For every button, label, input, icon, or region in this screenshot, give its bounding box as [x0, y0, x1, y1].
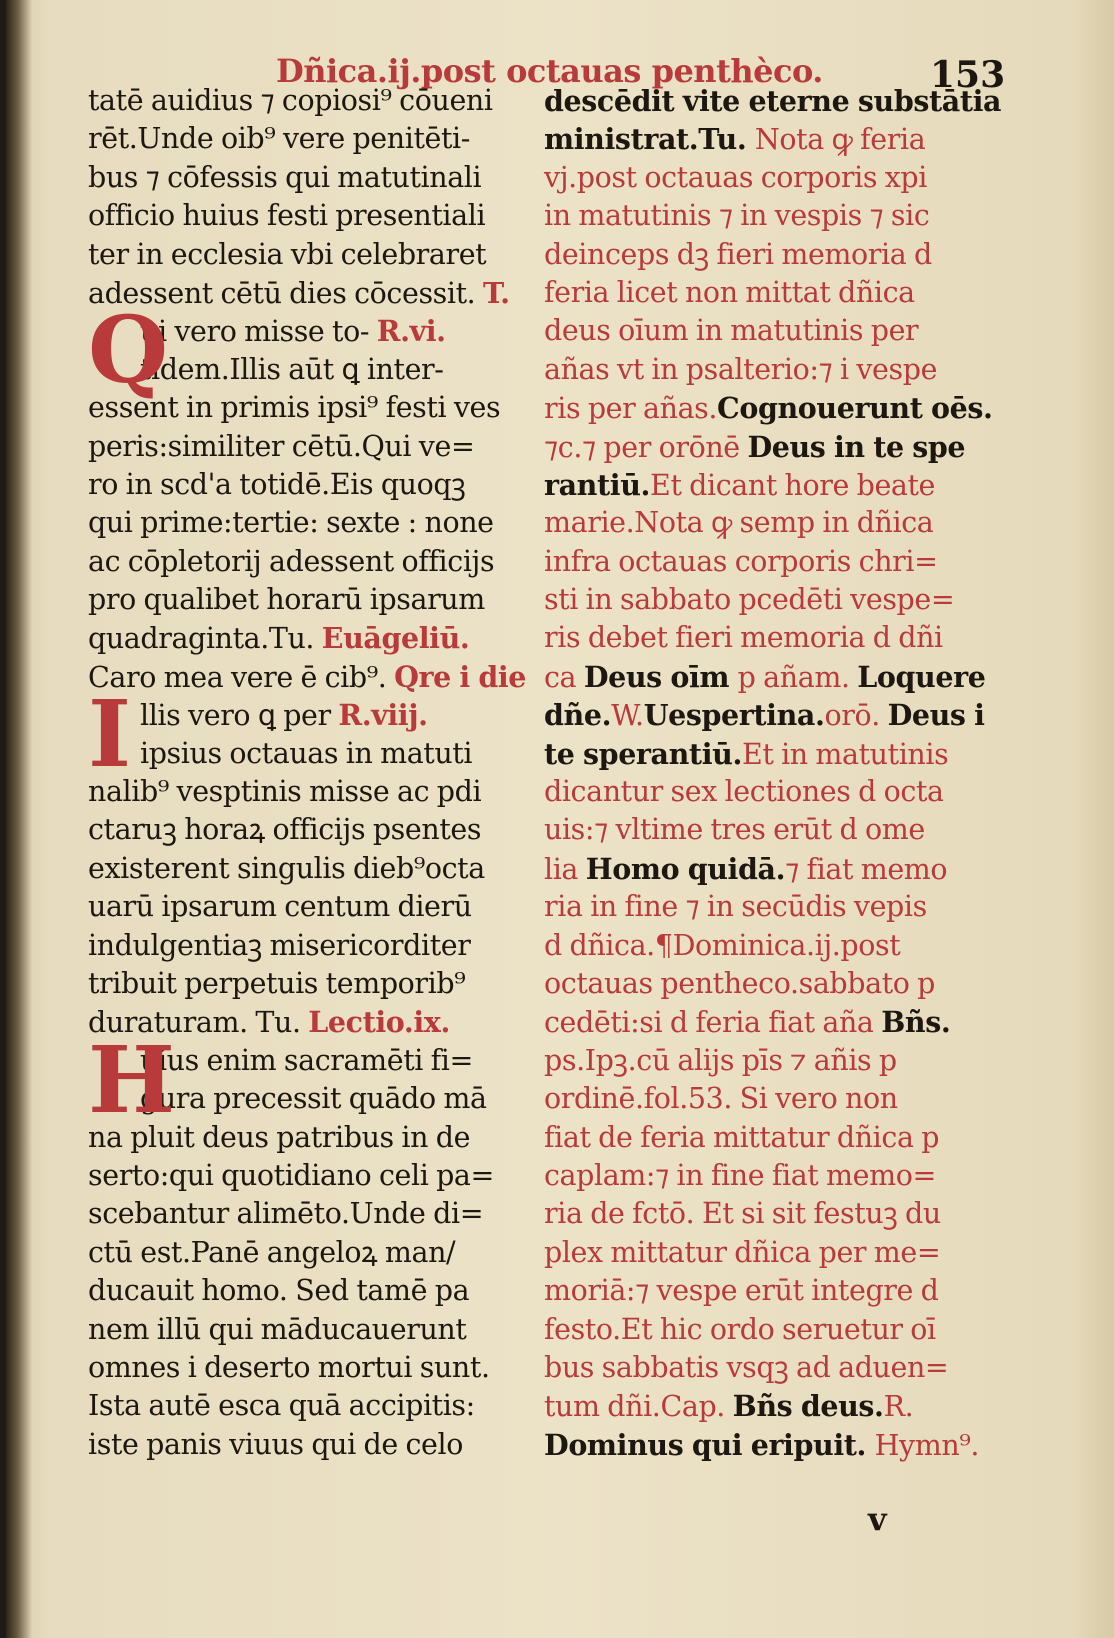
text-line — [544, 581, 1014, 619]
text-line — [88, 197, 528, 235]
line-text: existerent singulis dieb⁹octa — [88, 851, 485, 885]
signature-mark: v — [868, 1500, 887, 1538]
rubric-text: Et in matutinis — [741, 737, 949, 771]
line-text: adessent cētū dies cōcessit. — [88, 276, 476, 310]
text-line — [544, 236, 1014, 274]
line-text: nalib⁹ vesptinis misse ac pdi — [88, 775, 482, 809]
rubric-text: deus oīum in matutinis per — [544, 314, 919, 348]
line-text: ctaruꝫ horaꝝ officijs psentes — [88, 813, 482, 847]
line-text: ipsius octauas in matuti — [140, 736, 473, 770]
text-line — [88, 466, 528, 504]
rubric-text: Qre i die — [394, 659, 527, 694]
rubric-text: ris debet fieri memoria d dñi — [544, 621, 943, 655]
rubric-text: moriā:⁊ vespe erūt integre d — [544, 1274, 939, 1308]
text-line — [544, 159, 1014, 197]
rubric-text: lia — [544, 852, 586, 886]
body-text: Deus in te spe — [747, 429, 966, 464]
rubric-text: Euāgeliū. — [321, 621, 470, 656]
body-text: Dominus qui eripuit. — [544, 1427, 875, 1462]
text-line — [544, 1349, 1014, 1387]
text-line — [88, 888, 528, 926]
body-text: Bñs deus. — [732, 1389, 884, 1424]
line-text: ctū est.Panē angeloꝝ man/ — [88, 1235, 456, 1269]
line-text: nem illū qui māducauerunt — [88, 1312, 467, 1346]
text-line — [544, 466, 1014, 504]
rubric-text: dicantur sex lectiones d octa — [544, 775, 944, 809]
rubric-text: añas vt in psalterio:⁊ i vespe — [544, 352, 938, 386]
text-line — [88, 735, 528, 773]
line-text: bus ⁊ cōfessis qui matutinali — [88, 160, 482, 194]
rubric-text: ria in fine ⁊ in secūdis vepis — [544, 890, 927, 924]
text-line — [544, 504, 1014, 542]
line-text: tatē auidius ⁊ copiosi⁹ cōueni — [88, 84, 493, 117]
line-text: ducauit homo. Sed tamē pa — [88, 1274, 470, 1308]
line-text: ui vero misse to- — [140, 315, 370, 349]
text-line — [88, 581, 528, 619]
rubric-text: ps.Ipꝫ.cū alijs pīs ⁊ añis p — [544, 1043, 897, 1077]
rubric-text: ria de fctō. Et si sit festuꝫ du — [544, 1197, 941, 1231]
rubric-text: fiat de feria mittatur dñica p — [544, 1120, 940, 1154]
rubric-text: R.vi. — [376, 314, 446, 349]
rubric-text: p añam. — [737, 660, 858, 694]
text-line — [544, 1003, 1014, 1041]
drop-initial: I — [88, 680, 131, 789]
text-line — [544, 1157, 1014, 1195]
body-text: Loquere — [857, 659, 986, 694]
body-text: Deus oīm — [583, 659, 738, 694]
line-text: duraturam. Tu. — [88, 1006, 301, 1040]
text-line — [88, 927, 528, 965]
rubric-text: ⁊ fiat memo — [785, 852, 948, 886]
line-text: pro qualibet horarū ipsarum — [88, 583, 485, 617]
line-text: tidem.Illis aūt ꝗ inter- — [140, 352, 444, 386]
line-text: Caro mea vere ē cib⁹. — [88, 660, 387, 694]
text-line — [88, 965, 528, 1003]
text-line — [544, 1195, 1014, 1233]
text-line — [88, 1195, 528, 1233]
text-line — [544, 120, 1014, 158]
book-page — [6, 0, 1114, 1638]
text-line — [544, 696, 1014, 734]
rubric-text: in matutinis ⁊ in vespis ⁊ sic — [544, 199, 930, 233]
rubric-text: orō. — [824, 699, 888, 733]
left-column — [88, 82, 528, 1464]
text-line — [88, 82, 528, 120]
rubric-text: Lectio.ix. — [308, 1005, 450, 1040]
line-text: ter in ecclesia vbi celebraret — [88, 237, 487, 271]
rubric-text: ordinē.fol.53. Si vero non — [544, 1082, 898, 1116]
text-line — [544, 1387, 1014, 1425]
rubric-text: caplam:⁊ in fine fiat memo= — [544, 1158, 936, 1192]
text-line — [88, 1426, 528, 1464]
text-line — [544, 1042, 1014, 1080]
text-line — [544, 735, 1014, 773]
rubric-text: ¶Dominica.ij.post — [654, 928, 901, 962]
text-line — [88, 543, 528, 581]
text-line — [88, 1157, 528, 1195]
text-line — [88, 658, 528, 696]
line-text: officio huius festi presentiali — [88, 199, 486, 233]
text-line — [544, 811, 1014, 849]
folio-number: 153 — [930, 54, 1006, 96]
rubric-text: bus sabbatis vsqꝫ ad aduen= — [544, 1350, 949, 1384]
rubric-text: ca — [544, 660, 584, 694]
text-line — [544, 389, 1014, 427]
text-line — [88, 1387, 528, 1425]
drop-initial: Q — [88, 296, 168, 405]
rubric-text: plex mittatur dñica per me= — [544, 1235, 941, 1269]
rubric-text: uis:⁊ vltime tres erūt d ome — [544, 813, 925, 847]
text-line — [544, 965, 1014, 1003]
rubric-text: octauas pentheco.sabbato p — [544, 966, 936, 1000]
text-line — [88, 773, 528, 811]
rubric-text: ris per añas. — [544, 392, 718, 426]
rubric-text: festo.Et hic ordo seruetur oī — [544, 1312, 936, 1346]
line-text: serto:qui quotidiano celi pa= — [88, 1158, 494, 1192]
text-line — [544, 82, 1014, 120]
text-line — [88, 1349, 528, 1387]
running-headline: Dñica.ij.post octauas penthèco. — [276, 52, 823, 90]
text-line — [544, 888, 1014, 926]
body-text: Uespertina. — [643, 698, 825, 733]
text-line — [88, 811, 528, 849]
rubric-text: R.viij. — [338, 698, 428, 733]
line-text: Ista autē esca quā accipitis: — [88, 1389, 475, 1423]
line-text: uius enim sacramēti fi= — [140, 1043, 473, 1077]
text-line — [88, 120, 528, 158]
text-line — [88, 1234, 528, 1272]
body-text: Homo quidā. — [585, 851, 786, 886]
line-text: ac cōpletorij adessent officijs — [88, 544, 495, 578]
text-line — [544, 927, 1014, 965]
line-text: scebantur alimēto.Unde di= — [88, 1197, 484, 1231]
body-text: descēdit vite eterne substātia — [544, 84, 1002, 118]
body-text: Deus i — [887, 698, 985, 733]
text-line — [544, 1080, 1014, 1118]
text-line — [544, 1311, 1014, 1349]
rubric-text: R. — [883, 1390, 914, 1424]
line-text: essent in primis ipsi⁹ festi ves — [88, 391, 501, 425]
text-line — [544, 197, 1014, 235]
text-line — [544, 1272, 1014, 1310]
line-text: tribuit perpetuis temporib⁹ — [88, 966, 466, 1000]
body-text: rantiū. — [544, 467, 651, 502]
text-line — [544, 1234, 1014, 1272]
body-text: ministrat.Tu. — [544, 122, 755, 157]
text-line — [544, 274, 1014, 312]
binding-gutter — [6, 0, 32, 1638]
body-text: te sperantiū. — [544, 736, 742, 771]
text-line — [544, 1426, 1014, 1464]
rubric-text: Hymn⁹. — [874, 1428, 979, 1462]
text-line — [88, 504, 528, 542]
text-line — [544, 543, 1014, 581]
line-text: rēt.Unde oib⁹ vere penitēti- — [88, 122, 470, 156]
rubric-text: T. — [483, 275, 510, 310]
rubric-text: feria licet non mittat dñica — [544, 275, 915, 309]
line-text: indulgentiaꝫ misericorditer — [88, 928, 471, 962]
text-line — [544, 1119, 1014, 1157]
text-line — [544, 773, 1014, 811]
text-line — [544, 428, 1014, 466]
text-line — [88, 619, 528, 657]
text-line — [544, 658, 1014, 696]
rubric-text: d dñica. — [544, 928, 655, 962]
rubric-text: Nota ꝙ feria — [754, 123, 926, 157]
text-line — [88, 1311, 528, 1349]
text-line — [88, 236, 528, 274]
line-text: quadraginta.Tu. — [88, 622, 315, 656]
line-text: qui prime:tertie: sexte : none — [88, 506, 494, 540]
body-text: Cognouerunt oēs. — [717, 391, 993, 426]
rubric-text: ⁊c.⁊ per orōnē — [544, 430, 748, 464]
rubric-text: Et dicant hore beate — [650, 468, 936, 502]
rubric-text: tum dñi.Cap. — [544, 1390, 733, 1424]
text-line — [88, 850, 528, 888]
rubric-text: cedēti:si d feria fiat aña — [544, 1006, 882, 1040]
rubric-text: W. — [611, 699, 644, 733]
body-text: Bñs. — [881, 1005, 951, 1040]
drop-initial: H — [88, 1025, 175, 1134]
line-text: uarū ipsarum centum dierū — [88, 890, 472, 924]
text-line — [88, 159, 528, 197]
rubric-text: infra octauas corporis chri= — [544, 544, 938, 578]
line-text: ro in scd'a totidē.Eis quoqꝫ — [88, 467, 466, 501]
text-line — [544, 850, 1014, 888]
rubric-text: marie.Nota ꝙ semp in dñica — [544, 506, 934, 540]
right-column — [544, 82, 1014, 1464]
text-line — [88, 1272, 528, 1310]
text-line — [544, 312, 1014, 350]
text-line — [544, 351, 1014, 389]
rubric-text: vj.post octauas corporis xpi — [544, 160, 927, 194]
text-line — [544, 619, 1014, 657]
line-text: llis vero ꝗ per — [140, 699, 331, 733]
line-text: gura precessit quādo mā — [140, 1082, 487, 1116]
line-text: omnes i deserto mortui sunt. — [88, 1350, 490, 1384]
line-text: iste panis viuus qui de celo — [88, 1427, 463, 1461]
text-line — [88, 428, 528, 466]
rubric-text: deinceps dꝫ fieri memoria d — [544, 237, 932, 271]
rubric-text: sti in sabbato pcedēti vespe= — [544, 583, 955, 617]
line-text: peris:similiter cētū.Qui ve= — [88, 429, 475, 463]
body-text: dñe. — [544, 698, 612, 733]
line-text: na pluit deus patribus in de — [88, 1120, 471, 1154]
